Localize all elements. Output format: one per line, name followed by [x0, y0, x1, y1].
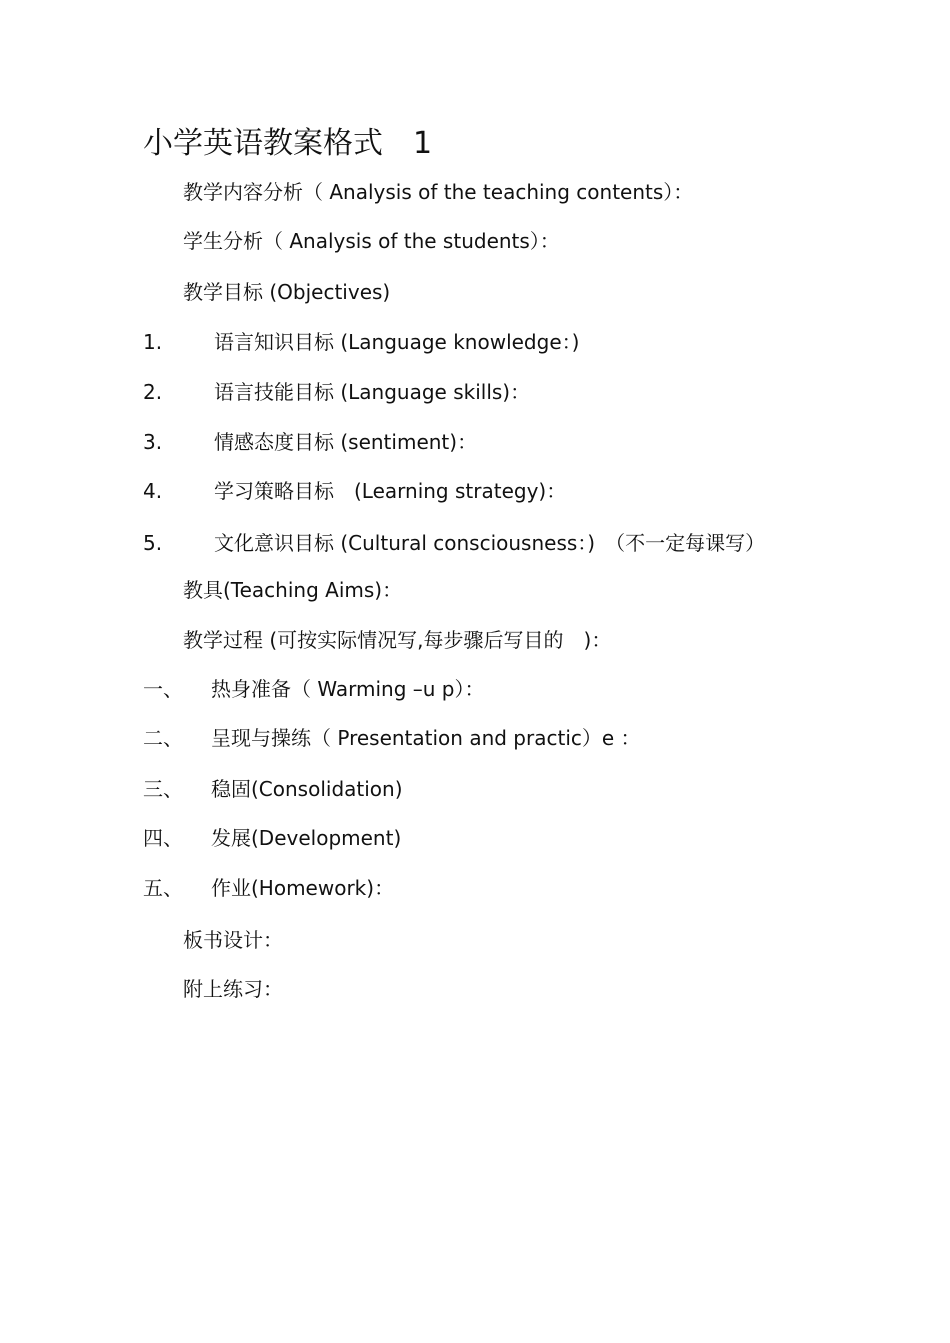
objective-text: 语言技能目标 (Language skills)： [214, 380, 531, 404]
exercises-heading: 附上练习： [183, 977, 283, 1001]
step-number: 四、 [143, 826, 183, 850]
objective-text: 学习策略目标 (Learning strategy)： [214, 479, 567, 503]
step-number: 三、 [143, 777, 183, 801]
analysis-students-heading: 学生分析（ Analysis of the students）： [183, 229, 560, 253]
objective-number: 3. [143, 430, 163, 454]
blackboard-design-heading: 板书设计： [183, 928, 283, 952]
step-number: 一、 [143, 677, 183, 701]
objective-text: 语言知识目标 (Language knowledge：) [214, 330, 580, 354]
process-heading: 教学过程 (可按实际情况写,每步骤后写目的 )： [183, 628, 612, 652]
step-text: 呈现与操练（ Presentation and practic）e ： [211, 726, 641, 750]
analysis-contents-heading: 教学内容分析（ Analysis of the teaching contents）： [183, 180, 694, 204]
objective-number: 2. [143, 380, 163, 404]
objective-text: 情感态度目标 (sentiment)： [214, 430, 478, 454]
document-title: 小学英语教案格式 1 [143, 126, 433, 161]
teaching-aids-heading: 教具(Teaching Aims)： [183, 578, 403, 602]
objectives-heading: 教学目标 (Objectives) [183, 280, 391, 304]
step-text: 作业(Homework)： [211, 876, 395, 900]
objective-number: 1. [143, 330, 163, 354]
objective-number: 4. [143, 479, 163, 503]
objective-number: 5. [143, 531, 163, 555]
step-text: 热身准备（ Warming –u p）： [211, 677, 485, 701]
step-number: 二、 [143, 726, 183, 750]
objective-text: 文化意识目标 (Cultural consciousness：) （不一定每课写） [214, 531, 766, 555]
step-number: 五、 [143, 876, 183, 900]
step-text: 发展(Development) [211, 826, 402, 850]
step-text: 稳固(Consolidation) [211, 777, 403, 801]
